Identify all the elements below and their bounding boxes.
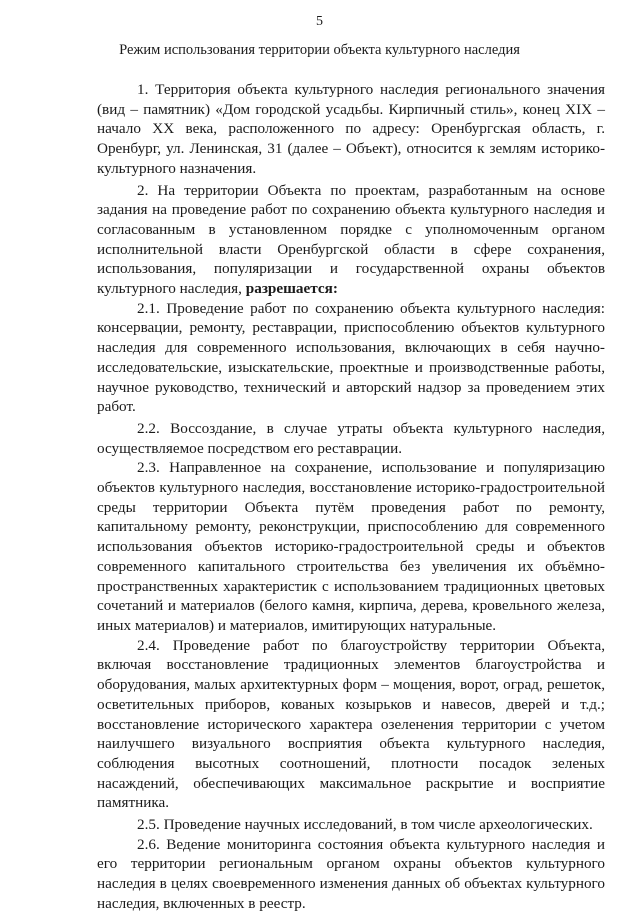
paragraph-2-1: 2.1. Проведение работ по сохранению объекта культурного наследия: консервации, ремонту, реставрации, приспособлению объектов культурного наследия для современного использования, включающих в себя научно-исследовательские, изыскательские, проектные и производственные работы, научное руководство, технический и авторский надзор за проведением этих работ.	[97, 299, 605, 416]
paragraph-1: 1. Территория объекта культурного наследия регионального значения (вид – памятник) «Дом городской усадьбы. Кирпичный стиль», конец XIX – начало XX века, расположенного по адресу: Оренбургская область, г. Оренбург, ул. Ленинская, 31 (далее – Объект), относится к землям историко-культурного назначения.	[97, 81, 605, 177]
document-body	[97, 80, 605, 914]
paragraph-2-6: 2.6. Ведение мониторинга состояния объекта культурного наследия и его территории региональным органом охраны объектов культурного наследия в целях своевременного изменения данных об объектах культурного наследия, включенных в реестр.	[97, 835, 605, 912]
document-title: Режим использования территории объекта культурного наследия	[119, 42, 520, 58]
paragraph-2-2: 2.2. Воссоздание, в случае утраты объекта культурного наследия, осуществляемое посредством его реставрации.	[97, 419, 605, 457]
paragraph-2-3: 2.3. Направленное на сохранение, использование и популяризацию объектов культурного наследия, восстановление историко-градостроительной среды территории Объекта путём проведения работ по ремонту, капитальному ремонту, реконструкции, приспособлению для современного использования объектов историко-градостроительной среды и объектов современного капитального строительства без увеличения их объёмно-пространственных характеристик с использованием традиционных цветовых сочетаний и материалов (белого камня, кирпича, дерева, кровельного железа, иных материалов) и материалов, имитирующих натуральные.	[97, 459, 605, 634]
paragraph-2-text: 2. На территории Объекта по проектам, разработанным на основе задания на проведение работ по сохранению объекта культурного наследия и согласованным в установленном порядке с уполномоченным органом исполнительной власти Оренбургской области в сфере сохранения, использования, популяризации и государственной охраны объектов культурного наследия,	[97, 181, 605, 298]
paragraph-2	[97, 181, 605, 299]
paragraph-2-bold: разрешается:	[245, 280, 338, 298]
page-number: 5	[316, 14, 323, 29]
paragraph-2-5: 2.5. Проведение научных исследований, в том числе археологических.	[137, 816, 593, 834]
paragraph-2-4: 2.4. Проведение работ по благоустройству территории Объекта, включая восстановление традиционных элементов благоустройства и оборудования, малых архитектурных форм – мощения, ворот, оград, решеток, осветительных приборов, кованых козырьков и навесов, дверей и т.д.; восстановление исторического характера озеленения территории с учетом наилучшего визуального восприятия объекта культурного наследия, соблюдения высотных соотношений, плотности посадок зеленых насаждений, обеспечивающих максимальное раскрытие и восприятие памятника.	[97, 636, 605, 812]
